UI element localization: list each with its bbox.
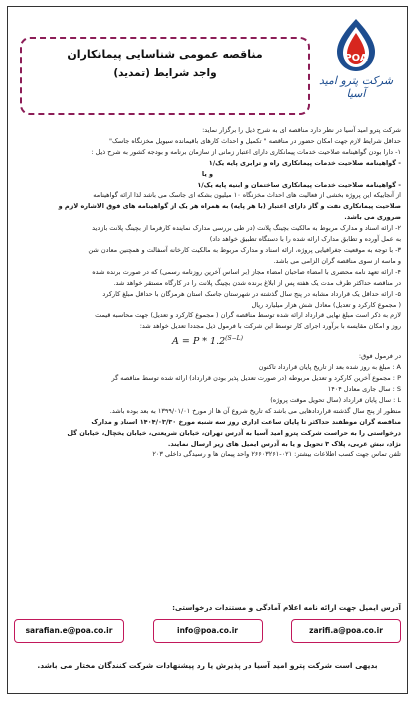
notice-header xyxy=(8,7,407,102)
notice-title: مناقصه عمومی شناسایی پیمانکاران xyxy=(67,48,263,61)
oil-gas-cert-text-1: از آنجاییکه این پروژه بخشی از فعالیت های احداث مخزنگاه ۱۰ میلیون بشکه ای جاسک می باشد لذا ارائه گواهینامه xyxy=(93,191,401,200)
formula-var-s: S : سال جاری معادل ۱۴۰۴ xyxy=(327,385,401,393)
logo-company-name: شرکت پترو امید آسیا xyxy=(318,74,394,100)
or-text: و یا xyxy=(201,169,214,178)
requirement-5-line2: ( مجموع کارکرد و تعدیل) معادل شش هزار میلیارد ریال xyxy=(251,300,401,309)
formula-var-l: L : سال پایان قرارداد (سال تحویل موقت پروژه) xyxy=(270,395,401,404)
company-logo xyxy=(311,17,401,100)
formula-exponent: (S−L) xyxy=(225,335,243,343)
email-info-link[interactable]: info@poa.co.ir xyxy=(153,619,263,643)
requirement-4-line1: ۴- ارائه تعهد نامه محضری با امضاء صاحبان امضاء مجاز (بر اساس آخرین روزنامه رسمی) که در صورت برنده شده xyxy=(92,267,401,276)
flame-logo-icon xyxy=(329,17,383,73)
min-requirements-text: حداقل شرایط لازم جهت امکان حضور در مناقصه " تکمیل و احداث کارهای باقیمانده سیویل مخزنگاه جاسک" xyxy=(109,136,401,145)
requirement-4-line2: در مناقصه حداکثر ظرف مدت یک هفته پس از ابلاغ برنده شدن بچینگ پلانت را در کارگاه مستقر خواهد شد. xyxy=(113,278,401,287)
requirement-2-line2: به عمل آورده و تطابق مدارک ارائه شده را با دستگاه تطبیق خواهد داد) xyxy=(209,235,401,244)
adjustment-formula xyxy=(14,334,401,348)
certificate-road: - گواهینامه صلاحیت خدمات پیمانکاری راه و ترابری پایه یک/۱ xyxy=(208,158,401,167)
requirement-5-line1: ۵- ارائه حداقل یک قرارداد مشابه در پنج سال گذشته در شهرستان جاسک استان هرمزگان با حداقل مبلغ کارکرد xyxy=(102,289,401,298)
tender-notice-page xyxy=(7,6,408,694)
requirement-1: ۱- دارا بودن گواهینامه صلاحیت خدمات پیمانکاری دارای اعتبار زمانی از سازمان برنامه و بودجه کشور به شرح ذیل : xyxy=(91,147,401,156)
adjustment-note-1: لازم به ذکر است مبلغ نهایی قرارداد ارائه شده توسط مناقصه گران ( مجموع کارکرد و تعدیل) جهت محاسبه قیمت xyxy=(95,311,401,320)
adjustment-note-2: روز و امکان مقایسه با برآورد اجرای کار توسط این شرکت با فرمول ذیل مجددا تعدیل خواهد شد: xyxy=(139,322,401,331)
deadline-text-3: نژاد، نبش غربی، پلاک ۳ تحویل و یا به آدرس ایمیل های زیر ارسال نمایند. xyxy=(167,439,401,448)
contact-phone: تلفن تماس جهت کسب اطلاعات بیشتر: ۰۲۱-۲۶۶۰۳۲۶۱ واحد پیمان ها و رسیدگی داخلی ۲۰۳ xyxy=(152,450,401,459)
formula-legend-title: در فرمول فوق: xyxy=(358,352,401,361)
oil-gas-cert-text-2: صلاحیت پیمانکاری نفت و گاز دارای اعتبار (با هر پایه) به همراه هر یک از گواهینامه های فوق الاشاره لازم و xyxy=(58,202,401,211)
deadline-text-2: درخواستی را به حراست شرکت پترو امید آسیا به آدرس تهران، خیابان شریعتی، خیابان یخچال، خیابان گل xyxy=(67,428,401,437)
title-frame xyxy=(20,37,310,115)
email-row xyxy=(14,619,401,643)
formula-lhs: A = P * 1.2 xyxy=(172,336,226,348)
email-section-title: آدرس ایمیل جهت ارائه نامه اعلام آمادگی و مستندات درخواستی: xyxy=(172,603,401,612)
formula-var-p: P : مجموع آخرین کارکرد و تعدیل مربوطه (در صورت تعدیل پذیر بودن قرارداد) ارائه شده توسط مناقصه گر xyxy=(111,374,401,383)
logo-abbr: POA xyxy=(344,53,368,64)
certificate-building: - گواهینامه صلاحیت خدمات پیمانکاری ساختمان و ابنیه پایه یک/۱ xyxy=(197,180,401,189)
intro-text: شرکت پترو امید آسیا در نظر دارد مناقصه ای به شرح ذیل را برگزار نماید: xyxy=(202,126,401,134)
requirement-3-line1: ۳- با توجه به موقعیت جغرافیایی پروژه، ارائه اسناد و مدارک مربوط به مالکیت کارخانه آسفالت و همچنین معادن شن xyxy=(88,245,401,254)
footer-disclaimer: بدیهی است شرکت پترو امید آسیا در پذیرش یا رد پیشنهادات شرکت کنندگان مختار می باشد. xyxy=(37,661,378,670)
formula-var-a: A : مبلغ به روز شده بعد از تاریخ پایان قرارداد تاکنون xyxy=(258,363,401,372)
email-zarifi-link[interactable]: zarifi.a@poa.co.ir xyxy=(291,619,401,643)
oil-gas-cert-text-3: ضروری می باشد. xyxy=(344,213,401,222)
requirement-3-line2: و ماسه از سوی مناقصه گران الزامی می باشد. xyxy=(273,256,401,265)
requirement-2-line1: ۲- ارائه اسناد و مدارک مربوط به مالکیت بچینگ پلانت (در طی بررسی مدارک نماینده کارفرما از بچینگ پلانت بازدید xyxy=(92,224,401,233)
notice-subtitle: واجد شرایط (تمدید) xyxy=(113,67,217,79)
deadline-text-1: مناقصه گران موظفند حداکثر تا پایان ساعت اداری روز سه شنبه مورخ ۱۴۰۴/۰۳/۳۰ اسناد و مدارک xyxy=(91,417,401,426)
five-year-note: منظور از پنج سال گذشته قراردادهایی می باشد که تاریخ شروع آن ها از مورخ ۱۳۹۹/۰۱/۰۱ به بعد بوده باشد. xyxy=(109,406,401,415)
email-sarafian-link[interactable]: sarafian.e@poa.co.ir xyxy=(14,619,124,643)
notice-body xyxy=(14,125,401,460)
